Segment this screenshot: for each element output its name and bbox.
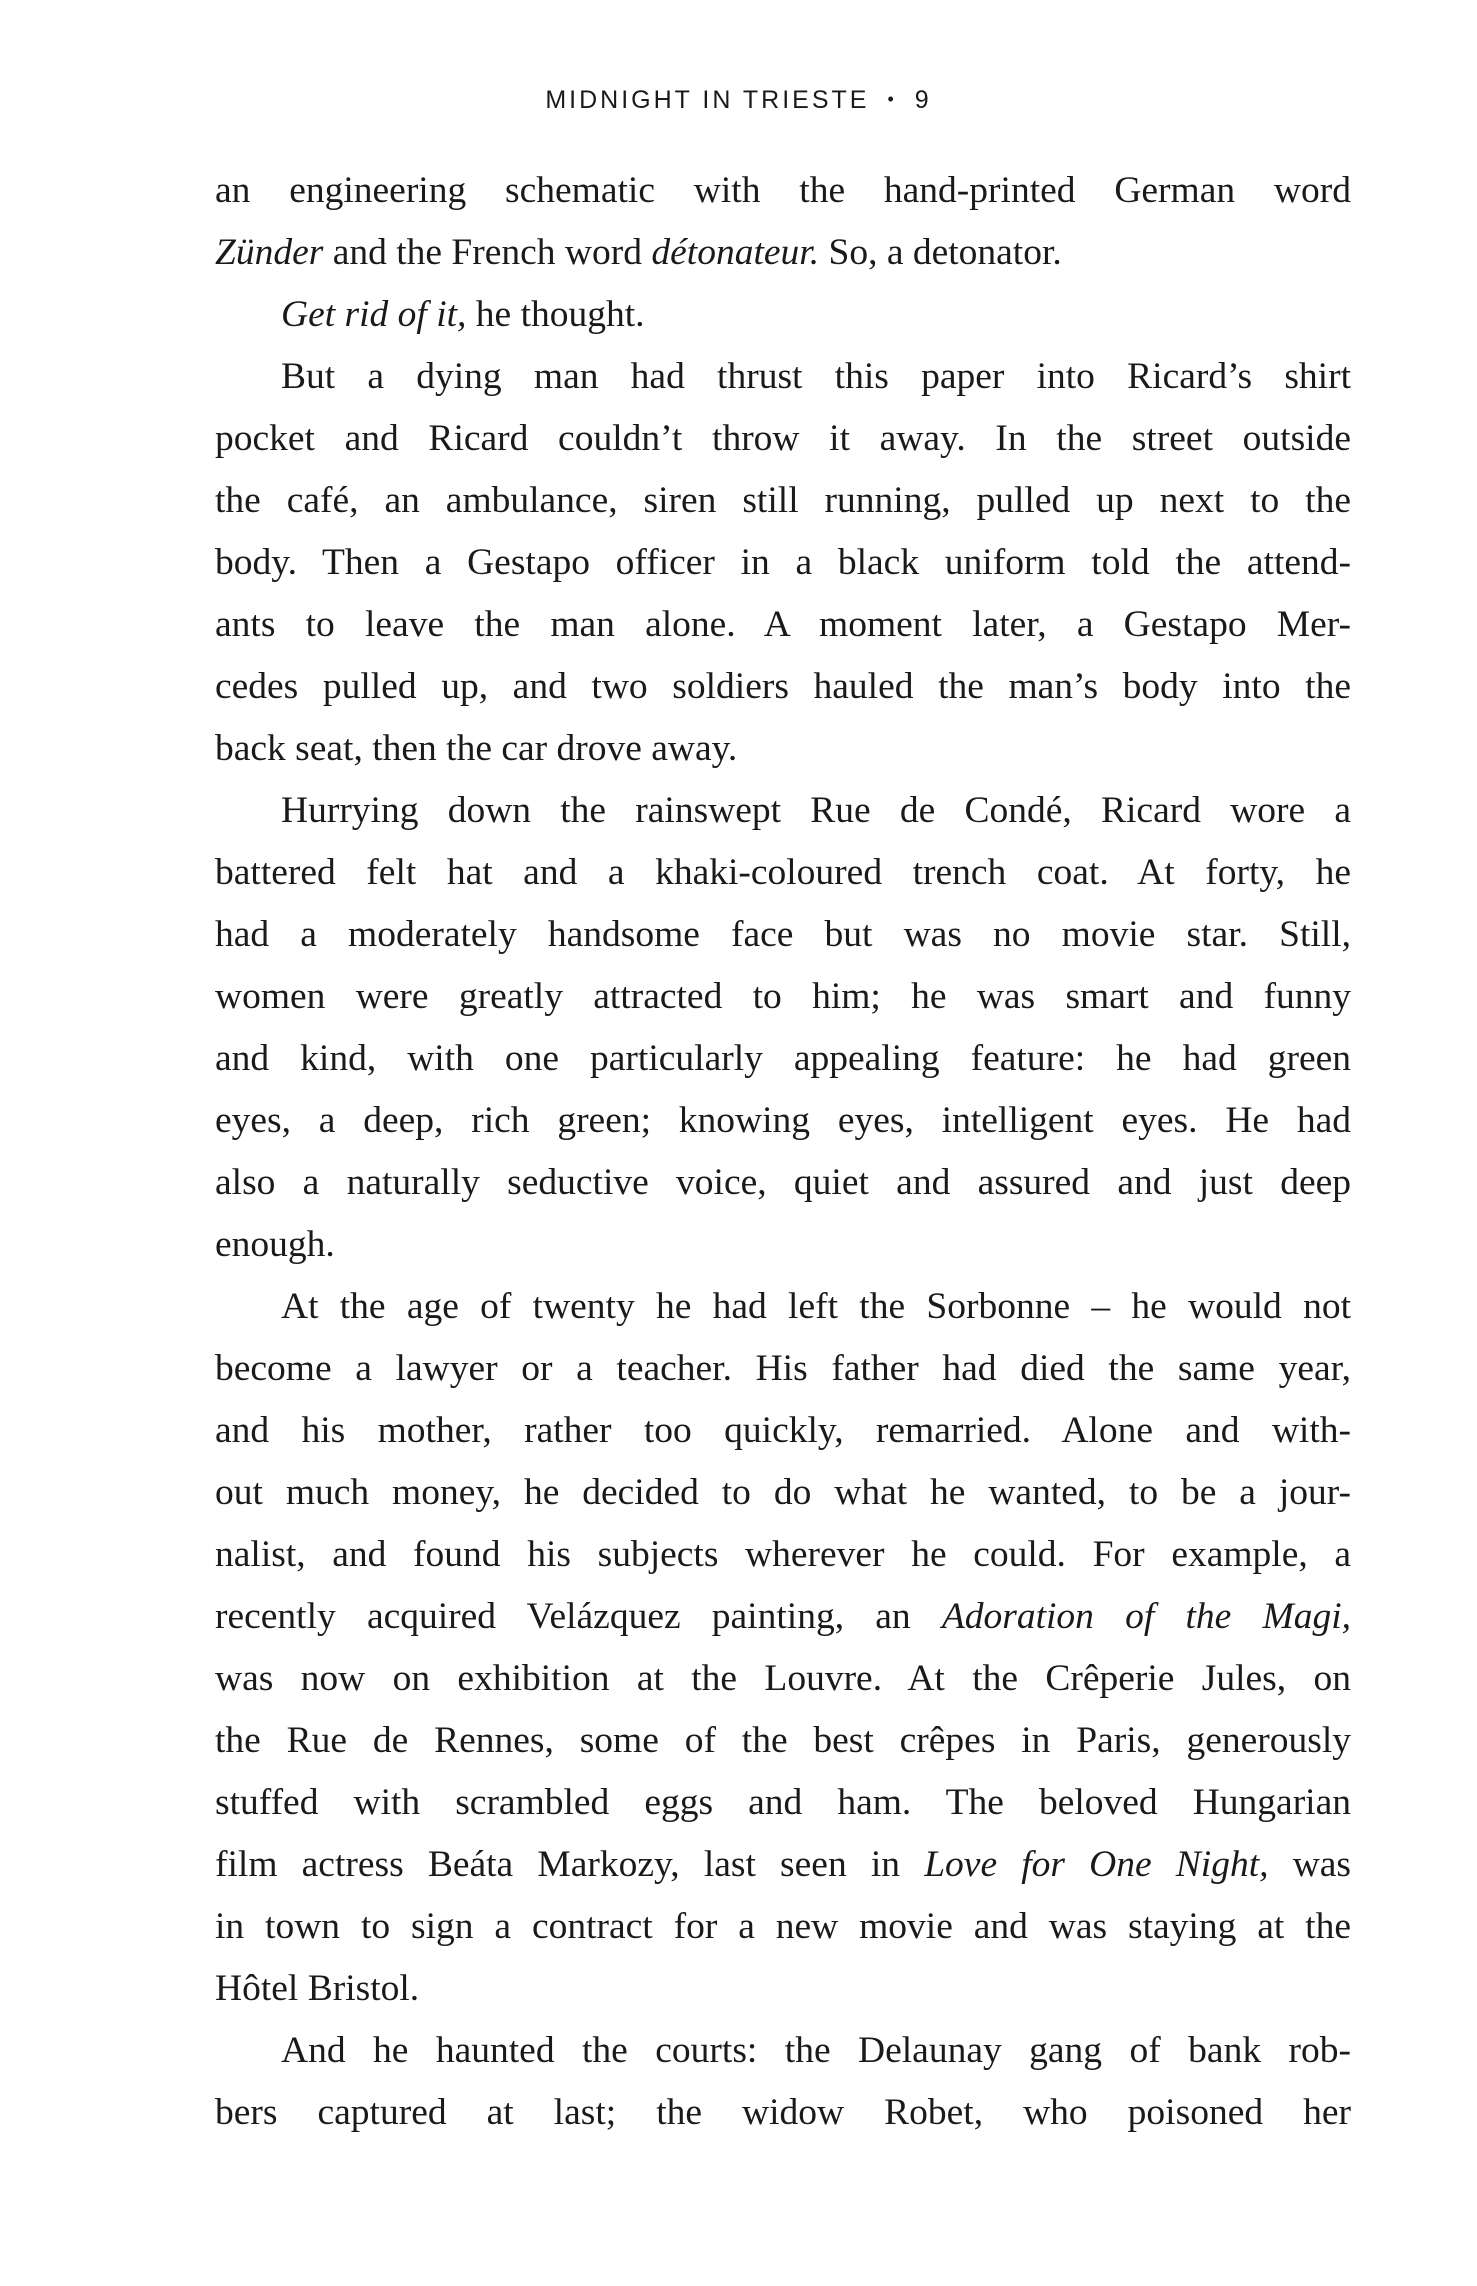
text-line: [215, 222, 1351, 284]
text-segment: back seat, then the car drove away.: [215, 728, 738, 769]
text-line: [215, 1214, 1351, 1276]
page-number: 9: [914, 86, 932, 114]
text-segment: recently acquired Velázquez painting, an: [215, 1596, 942, 1637]
text-line: [215, 346, 1351, 408]
text-line: [215, 1958, 1351, 2020]
text-segment: he thought.: [466, 294, 645, 335]
text-segment: also a naturally seductive voice, quiet and assured and just deep: [215, 1162, 1351, 1203]
text-segment: bers captured at last; the widow Robet, who poisoned her: [215, 2092, 1351, 2133]
text-line: [215, 2082, 1351, 2144]
text-line: [215, 1400, 1351, 1462]
text-line: [215, 284, 1351, 346]
text-line: [215, 1896, 1351, 1958]
text-line: [215, 842, 1351, 904]
italic-text: Adoration of the Magi,: [941, 1596, 1352, 1637]
text-segment: and kind, with one particularly appealing feature: he had green: [215, 1038, 1351, 1079]
text-segment: was now on exhibition at the Louvre. At the Crêperie Jules, on: [215, 1658, 1351, 1699]
text-line: [215, 1586, 1351, 1648]
text-segment: the Rue de Rennes, some of the best crêpes in Paris, generously: [215, 1720, 1351, 1761]
text-line: [215, 1462, 1351, 1524]
text-segment: nalist, and found his subjects wherever he could. For example, a: [215, 1534, 1351, 1575]
text-segment: body. Then a Gestapo officer in a black uniform told the attend-: [215, 542, 1351, 583]
text-line: [215, 1338, 1351, 1400]
text-segment: stuffed with scrambled eggs and ham. The beloved Hungarian: [215, 1782, 1351, 1823]
text-line: [215, 160, 1351, 222]
text-segment: an engineering schematic with the hand-printed German word: [215, 170, 1351, 211]
text-line: [215, 904, 1351, 966]
text-segment: in town to sign a contract for a new movie and was staying at the: [215, 1906, 1351, 1947]
text-line: [215, 1090, 1351, 1152]
running-head: [0, 86, 1477, 115]
italic-text: Love for One Night,: [924, 1844, 1269, 1885]
text-segment: eyes, a deep, rich green; knowing eyes, intelligent eyes. He had: [215, 1100, 1351, 1141]
text-segment: So, a detonator.: [819, 232, 1062, 273]
book-title: MIDNIGHT IN TRIESTE: [545, 86, 870, 114]
text-line: [215, 1524, 1351, 1586]
text-segment: women were greatly attracted to him; he was smart and funny: [215, 976, 1351, 1017]
text-segment: film actress Beáta Markozy, last seen in: [215, 1844, 925, 1885]
text-segment: At the age of twenty he had left the Sorbonne – he would not: [281, 1286, 1351, 1327]
text-segment: the café, an ambulance, siren still running, pulled up next to the: [215, 480, 1351, 521]
italic-text: Get rid of it,: [281, 294, 467, 335]
text-line: [215, 594, 1351, 656]
text-segment: had a moderately handsome face but was no movie star. Still,: [215, 914, 1351, 955]
text-segment: enough.: [215, 1224, 335, 1265]
text-line: [215, 1648, 1351, 1710]
text-line: [215, 470, 1351, 532]
text-line: [215, 1834, 1351, 1896]
text-segment: And he haunted the courts: the Delaunay gang of bank rob-: [281, 2030, 1351, 2071]
text-segment: become a lawyer or a teacher. His father had died the same year,: [215, 1348, 1351, 1389]
text-line: [215, 966, 1351, 1028]
text-segment: But a dying man had thrust this paper into Ricard’s shirt: [281, 356, 1351, 397]
text-segment: pocket and Ricard couldn’t throw it away. In the street outside: [215, 418, 1351, 459]
text-segment: out much money, he decided to do what he wanted, to be a jour-: [215, 1472, 1351, 1513]
text-segment: was: [1268, 1844, 1352, 1885]
text-line: [215, 656, 1351, 718]
text-line: [215, 2020, 1351, 2082]
text-line: [215, 780, 1351, 842]
text-segment: and his mother, rather too quickly, remarried. Alone and with-: [215, 1410, 1351, 1451]
text-segment: Hôtel Bristol.: [215, 1968, 420, 2009]
header-separator: •: [887, 89, 897, 109]
text-line: [215, 1772, 1351, 1834]
text-segment: battered felt hat and a khaki-coloured trench coat. At forty, he: [215, 852, 1351, 893]
text-line: [215, 1276, 1351, 1338]
italic-text: détonateur.: [651, 232, 820, 273]
text-line: [215, 1152, 1351, 1214]
body-text: [215, 160, 1351, 2144]
text-segment: and the French word: [323, 232, 652, 273]
text-line: [215, 1028, 1351, 1090]
text-line: [215, 408, 1351, 470]
text-line: [215, 718, 1351, 780]
italic-text: Zünder: [215, 232, 324, 273]
text-line: [215, 532, 1351, 594]
text-segment: ants to leave the man alone. A moment later, a Gestapo Mer-: [215, 604, 1351, 645]
text-segment: cedes pulled up, and two soldiers hauled the man’s body into the: [215, 666, 1351, 707]
text-segment: Hurrying down the rainswept Rue de Condé, Ricard wore a: [281, 790, 1351, 831]
text-line: [215, 1710, 1351, 1772]
